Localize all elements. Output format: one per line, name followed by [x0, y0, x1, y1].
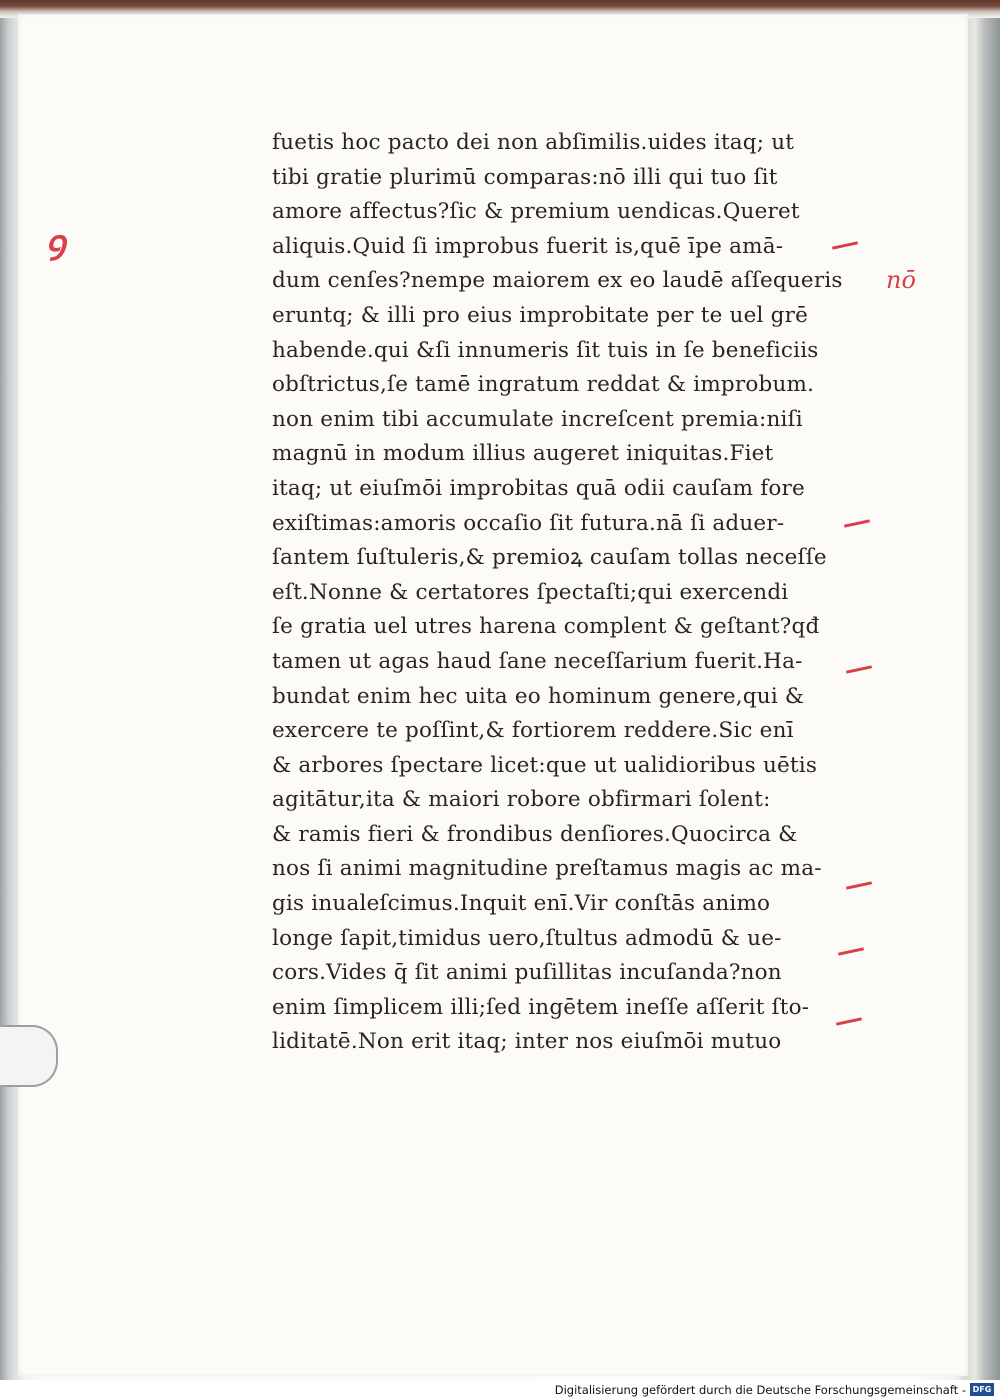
text-line: non enim tibi accumulate increſcent premia:niſi	[272, 406, 803, 432]
text-line: eruntq; & illi pro eius improbitate per te uel grē	[272, 302, 809, 328]
text-line: fuetis hoc pacto dei non abſimilis.uides itaq; ut	[272, 130, 795, 155]
text-line: dum cenſes?nempe maiorem ex eo laudē aſſequeris	[272, 268, 843, 294]
margin-note-left: Ꝯ	[44, 229, 65, 269]
text-line: tibi gratie plurimū comparas:nō illi qui tuo ſit	[272, 164, 778, 190]
footer-credit: Digitalisierung gefördert durch die Deutsche Forschungsgemeinschaft -	[554, 1383, 966, 1397]
text-line: aliquis.Quid ſi improbus fuerit is,quē īpe amā-	[272, 233, 784, 259]
text-line: longe ſapit,timidus uero,ſtultus admodū & ue-	[272, 925, 782, 951]
text-line: gis inualeſcimus.Inquit enī.Vir conſtās animo	[272, 891, 771, 917]
text-line: amore affectus?ſic & premium uendicas.Queret	[272, 199, 800, 225]
text-line: exiſtimas:amoris occaſio ſit futura.nā ſi aduer-	[272, 510, 785, 536]
text-line: bundat enim hec uita eo hominum genere,qui &	[272, 683, 805, 709]
text-line: enim ſimplicem illi;ſed ingētem ineſſe aſſerit ſto-	[272, 994, 810, 1020]
text-line: agitātur,ita & maiori robore obfirmari ſolent:	[272, 787, 771, 813]
text-line: habende.qui &ſi innumeris ſit tuis in ſe beneficiis	[272, 337, 819, 363]
text-line: itaq; ut eiuſmōi improbitas quā odii cauſam fore	[272, 475, 805, 501]
text-line: cors.Vides q̄ ſit animi puſillitas incuſanda?non	[272, 960, 782, 986]
text-line: ſantem ſuſtuleris,& premioꝝ cauſam tollas neceſſe	[272, 545, 827, 571]
text-line: & ramis fieri & frondibus denſiores.Quocirca &	[272, 821, 798, 847]
text-line: obſtrictus,ſe tamē ingratum reddat & improbum.	[272, 372, 815, 398]
text-line: & arbores ſpectare licet:que ut ualidioribus uētis	[272, 752, 818, 778]
text-line: magnū in modum illius augeret iniquitas.Fiet	[272, 441, 774, 467]
text-line: ſe gratia uel utres harena complent & geſtant?qđ	[272, 614, 820, 640]
text-line: exercere te poſſint,& fortiorem reddere.Sic enī	[272, 718, 794, 744]
text-line: nos ſi animi magnitudine preſtamus magis ac ma-	[272, 856, 822, 882]
page-clip	[0, 1025, 58, 1087]
margin-note-right: nō	[886, 266, 916, 294]
text-line: liditatē.Non erit itaq; inter nos eiuſmōi mutuo	[272, 1029, 782, 1055]
text-line: tamen ut agas haud ſane neceſſarium fuerit.Ha-	[272, 648, 803, 674]
text-block	[272, 126, 852, 1060]
dfg-logo-icon: DFG	[970, 1383, 994, 1396]
text-line: eſt.Nonne & certatores ſpectaſti;qui exercendi	[272, 579, 789, 605]
